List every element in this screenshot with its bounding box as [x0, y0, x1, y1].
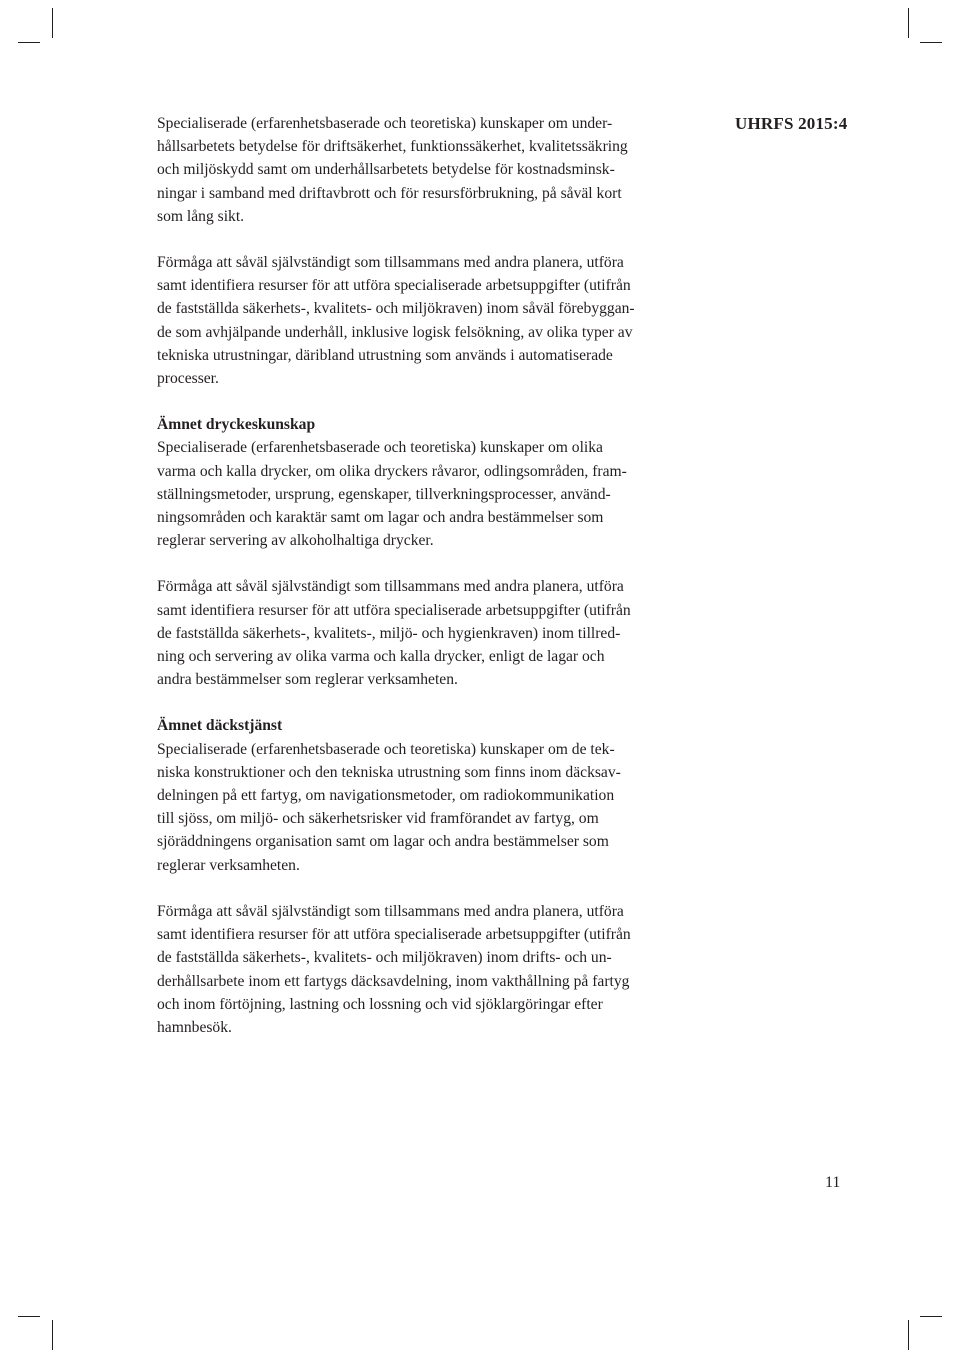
text-line: Förmåga att såväl självständigt som tillsammans med andra planera, utföra: [157, 902, 624, 920]
text-line: ningar i samband med driftavbrott och för resursförbrukning, på såväl kort: [157, 184, 622, 202]
crop-mark-bottom-right-h: [920, 1316, 942, 1317]
crop-mark-top-left-h: [18, 42, 40, 43]
text-line: reglerar verksamheten.: [157, 856, 300, 874]
text-line: Förmåga att såväl självständigt som tillsammans med andra planera, utföra: [157, 578, 624, 596]
text-line: varma och kalla drycker, om olika dryckers råvaror, odlingsområden, fram-: [157, 462, 627, 480]
page-content: [157, 112, 697, 1039]
crop-mark-top-left-v: [52, 8, 53, 38]
crop-mark-bottom-left-v: [52, 1320, 53, 1350]
text-line: niska konstruktioner och den tekniska utrustning som finns inom däcksav-: [157, 763, 621, 781]
dackstjanst-ability-paragraph: [157, 900, 697, 1039]
text-line: samt identifiera resurser för att utföra specialiserade arbetsuppgifter (utifrån: [157, 277, 631, 295]
intro-knowledge-paragraph: [157, 112, 697, 228]
text-line: reglerar servering av alkoholhaltiga drycker.: [157, 532, 434, 550]
dryckeskunskap-ability-paragraph: [157, 575, 697, 691]
dackstjanst-knowledge-paragraph: [157, 738, 697, 877]
crop-mark-top-right-v: [908, 8, 909, 38]
text-line: ställningsmetoder, ursprung, egenskaper, tillverkningsprocesser, använd-: [157, 485, 611, 503]
page-number: 11: [825, 1174, 841, 1191]
dryckeskunskap-knowledge-paragraph: [157, 436, 697, 552]
text-line: samt identifiera resurser för att utföra specialiserade arbetsuppgifter (utifrån: [157, 601, 631, 619]
text-line: hållsarbetets betydelse för driftsäkerhet, funktionssäkerhet, kvalitetssäkring: [157, 138, 628, 156]
text-line: Specialiserade (erfarenhetsbaserade och teoretiska) kunskaper om under-: [157, 115, 613, 132]
text-line: tekniska utrustningar, däribland utrustning som används i automatiserade: [157, 346, 613, 364]
text-line: Specialiserade (erfarenhetsbaserade och teoretiska) kunskaper om olika: [157, 439, 603, 457]
text-line: ning och servering av olika varma och kalla drycker, enligt de lagar och: [157, 648, 605, 666]
text-line: de fastställda säkerhets-, kvalitets-, miljö- och hygienkraven) inom tillred-: [157, 624, 621, 642]
text-line: de fastställda säkerhets-, kvalitets- och miljökraven) inom såväl förebyggan-: [157, 300, 635, 318]
crop-mark-bottom-left-h: [18, 1316, 40, 1317]
document-code: UHRFS 2015:4: [735, 114, 848, 133]
text-line: samt identifiera resurser för att utföra specialiserade arbetsuppgifter (utifrån: [157, 926, 631, 944]
intro-ability-paragraph: [157, 251, 697, 390]
text-line: till sjöss, om miljö- och säkerhetsrisker vid framförandet av fartyg, om: [157, 810, 599, 828]
text-line: som lång sikt.: [157, 207, 245, 225]
text-line: delningen på ett fartyg, om navigationsmetoder, om radiokommunikation: [157, 787, 615, 805]
text-line: Specialiserade (erfarenhetsbaserade och teoretiska) kunskaper om de tek-: [157, 740, 615, 758]
text-line: Förmåga att såväl självständigt som tillsammans med andra planera, utföra: [157, 254, 624, 272]
text-line: de som avhjälpande underhåll, inklusive logisk felsökning, av olika typer av: [157, 323, 633, 341]
text-line: och miljöskydd samt om underhållsarbetets betydelse för kostnadsminsk-: [157, 161, 615, 179]
text-line: sjöräddningens organisation samt om lagar och andra bestämmelser som: [157, 833, 609, 851]
section-heading-dryckeskunskap: Ämnet dryckeskunskap: [157, 416, 316, 434]
text-line: ningsområden och karaktär samt om lagar och andra bestämmelser som: [157, 509, 604, 527]
text-line: hamnbesök.: [157, 1018, 232, 1036]
crop-mark-top-right-h: [920, 42, 942, 43]
text-line: och inom förtöjning, lastning och lossning och vid sjöklargöringar efter: [157, 995, 603, 1013]
text-line: de fastställda säkerhets-, kvalitets- och miljökraven) inom drifts- och un-: [157, 949, 612, 967]
text-line: andra bestämmelser som reglerar verksamheten.: [157, 671, 458, 689]
crop-mark-bottom-right-v: [908, 1320, 909, 1350]
text-line: processer.: [157, 370, 219, 388]
section-heading-dackstjanst: Ämnet däckstjänst: [157, 717, 283, 735]
text-line: derhållsarbete inom ett fartygs däcksavdelning, inom vakthållning på fartyg: [157, 972, 630, 990]
